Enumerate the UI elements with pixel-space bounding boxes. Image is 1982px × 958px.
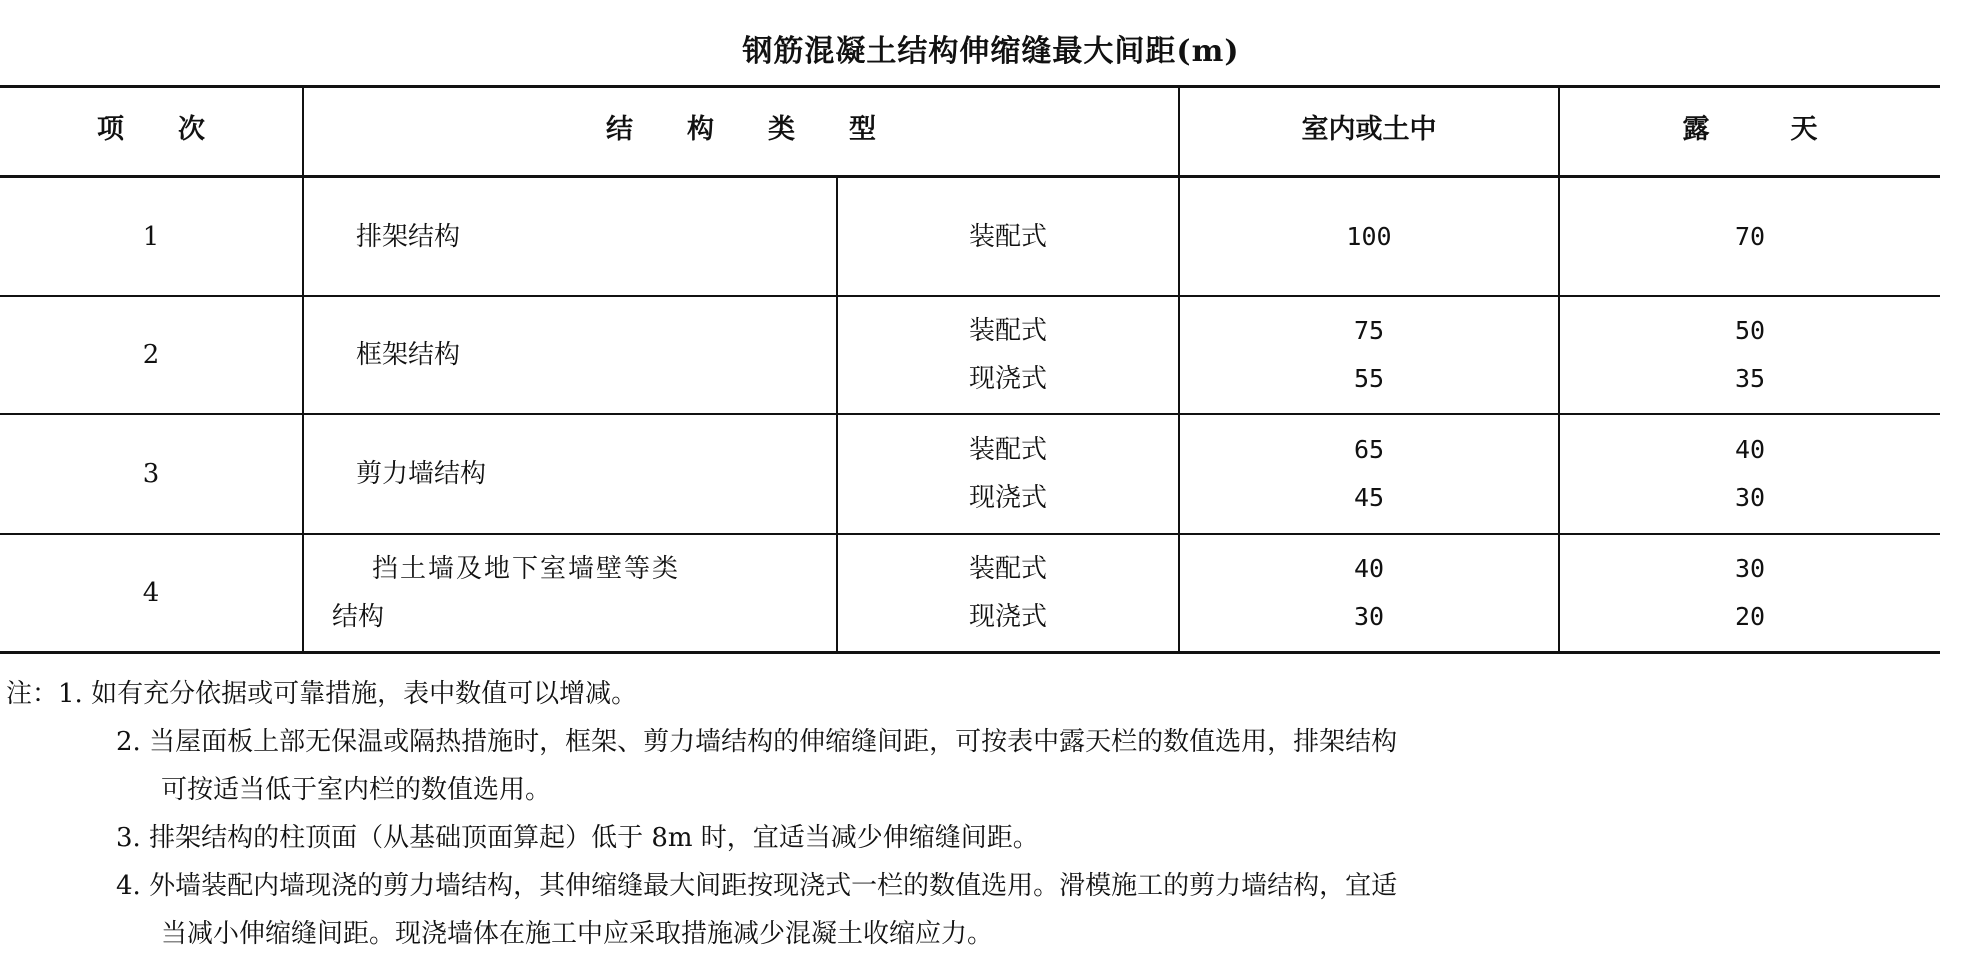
row3-outdoor-cast: 30 <box>1734 483 1766 512</box>
row1-method: 装配式 <box>968 221 1047 252</box>
row4-indoor-precast: 40 <box>1353 554 1385 583</box>
row4-indoor-cast: 30 <box>1353 602 1385 631</box>
table-title: 钢筋混凝土结构伸缩缝最大间距(m) <box>742 34 1240 69</box>
note-2-line2: 可按适当低于室内栏的数值选用。 <box>161 775 552 805</box>
note-2-line1: 2. 当屋面板上部无保温或隔热措施时，框架、剪力墙结构的伸缩缝间距，可按表中露天栏的数值选用，排架结构 <box>116 727 1398 757</box>
row4-no: 4 <box>142 578 160 608</box>
row4-structure-line1: 挡土墙及地下室墙壁等类 <box>372 554 681 584</box>
row2-outdoor-precast: 50 <box>1734 316 1766 345</box>
row3-indoor <box>1180 415 1558 533</box>
row3-method-precast: 装配式 <box>968 435 1047 465</box>
row3-no: 3 <box>142 459 160 489</box>
row3-method-cast: 现浇式 <box>968 483 1047 513</box>
row2-structure: 框架结构 <box>356 340 461 370</box>
row2-indoor-cast: 55 <box>1353 364 1385 393</box>
row3-outdoor-precast: 40 <box>1734 435 1766 464</box>
header-indoor: 室内或土中 <box>1301 114 1437 145</box>
note-3: 3. 排架结构的柱顶面（从基础顶面算起）低于 8m 时，宜适当减少伸缩缝间距。 <box>116 823 1039 853</box>
header-structure-type: 结 构 类 型 <box>606 114 876 145</box>
row2-outdoor <box>1560 297 1940 413</box>
header-item-no: 项 次 <box>97 114 205 145</box>
spacing-table <box>0 85 1940 653</box>
note-1: 注：1. 如有充分依据或可靠措施，表中数值可以增减。 <box>6 679 638 709</box>
row2-methods <box>838 297 1178 413</box>
row4-methods <box>838 535 1178 651</box>
row4-method-precast: 装配式 <box>968 554 1047 584</box>
row3-indoor-cast: 45 <box>1353 483 1385 512</box>
row2-indoor <box>1180 297 1558 413</box>
row4-structure <box>332 535 832 651</box>
row3-indoor-precast: 65 <box>1353 435 1385 464</box>
rule-bottom <box>0 651 1940 654</box>
row1-no: 1 <box>142 221 160 252</box>
note-4-line2: 当减小伸缩缝间距。现浇墙体在施工中应采取措施减少混凝土收缩应力。 <box>161 919 994 949</box>
row1-outdoor: 70 <box>1734 221 1766 251</box>
row3-structure: 剪力墙结构 <box>356 459 487 489</box>
row1-structure: 排架结构 <box>356 221 461 252</box>
row4-method-cast: 现浇式 <box>968 602 1047 632</box>
row4-structure-line2: 结构 <box>332 602 385 632</box>
notes <box>6 670 1956 958</box>
row3-methods <box>838 415 1178 533</box>
row4-outdoor-cast: 20 <box>1734 602 1766 631</box>
row2-indoor-precast: 75 <box>1353 316 1385 345</box>
row2-outdoor-cast: 35 <box>1734 364 1766 393</box>
row1-indoor: 100 <box>1346 221 1392 251</box>
note-4-line1: 4. 外墙装配内墙现浇的剪力墙结构，其伸缩缝最大间距按现浇式一栏的数值选用。滑模施工的剪力墙结构，宜适 <box>116 871 1398 901</box>
header-outdoor: 露 天 <box>1682 114 1818 145</box>
row4-outdoor <box>1560 535 1940 651</box>
row2-method-cast: 现浇式 <box>968 364 1047 394</box>
row4-outdoor-precast: 30 <box>1734 554 1766 583</box>
row2-method-precast: 装配式 <box>968 316 1047 346</box>
row4-indoor <box>1180 535 1558 651</box>
row2-no: 2 <box>142 340 160 370</box>
row3-outdoor <box>1560 415 1940 533</box>
